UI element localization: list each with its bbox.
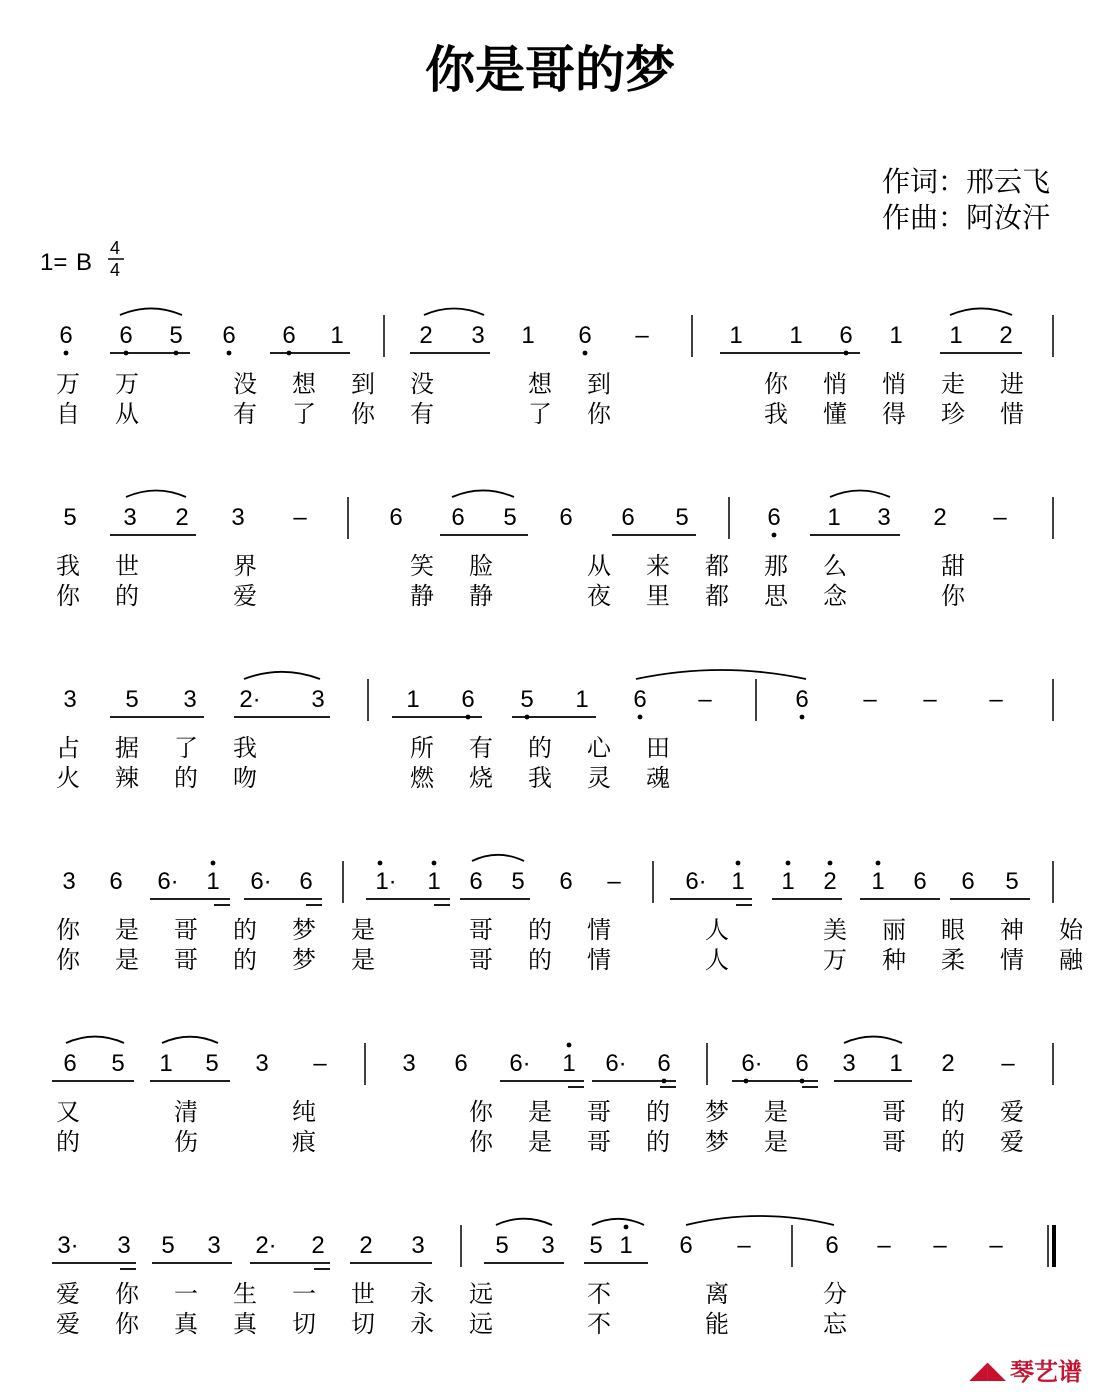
- lyric-char: 不: [587, 1280, 611, 1308]
- note: 1: [781, 868, 795, 895]
- lyric-char: 哥: [174, 916, 198, 944]
- octave-dot: [800, 715, 805, 720]
- lyric-char: 的: [115, 582, 139, 610]
- lyric-char: 占: [56, 734, 80, 762]
- note: –: [635, 322, 649, 349]
- note: 6: [461, 686, 475, 713]
- lyric-char: 一: [174, 1280, 198, 1308]
- note: 6: [633, 686, 647, 713]
- lyric-char: 你: [469, 1098, 493, 1126]
- lyric-char: 人: [705, 946, 729, 974]
- note: 1: [427, 868, 441, 895]
- lyric-char: 思: [764, 582, 788, 610]
- lyric-char: 得: [882, 400, 906, 428]
- note: 3: [62, 868, 76, 895]
- lyric-char: 的: [646, 1098, 670, 1126]
- score-row: [56, 679, 1053, 792]
- lyric-char: 有: [410, 400, 434, 428]
- lyric-char: 没: [410, 370, 434, 398]
- note: –: [293, 504, 307, 531]
- lyric-char: 远: [469, 1280, 493, 1308]
- lyric-char: 你: [764, 370, 788, 398]
- lyric-char: 的: [56, 1128, 80, 1156]
- lyric-char: 丽: [882, 916, 906, 944]
- note: 6·: [250, 868, 272, 895]
- lyric-char: 你: [56, 916, 80, 944]
- lyric-char: 万: [823, 946, 847, 974]
- lyric-char: 火: [56, 764, 80, 792]
- note: 3: [231, 504, 245, 531]
- note: 5: [495, 1232, 509, 1259]
- note: 6: [913, 868, 927, 895]
- lyric-char: 你: [587, 400, 611, 428]
- lyric-char: 分: [823, 1280, 847, 1308]
- note: 6: [469, 868, 483, 895]
- lyric-char: 离: [705, 1280, 729, 1308]
- lyric-char: 哥: [587, 1098, 611, 1126]
- note: 3: [311, 686, 325, 713]
- note: 3: [402, 1050, 416, 1077]
- note: 5: [205, 1050, 219, 1077]
- lyric-char: 田: [646, 734, 670, 762]
- score-row: [56, 497, 1053, 610]
- lyric-char: 从: [587, 552, 611, 580]
- octave-dot: [567, 1043, 572, 1048]
- lyric-char: 的: [941, 1128, 965, 1156]
- note: 6: [389, 504, 403, 531]
- lyric-char: 的: [233, 916, 257, 944]
- note: 2: [311, 1232, 325, 1259]
- note: 3: [63, 686, 77, 713]
- note: –: [607, 868, 621, 895]
- tie-slur: [424, 309, 484, 316]
- lyric-char: 远: [469, 1310, 493, 1338]
- lyric-char: 灵: [587, 764, 611, 792]
- score-row: [56, 1043, 1100, 1156]
- lyric-char: 是: [528, 1128, 552, 1156]
- note: 6: [63, 1050, 77, 1077]
- lyric-char: 是: [528, 1098, 552, 1126]
- lyric-char: 静: [410, 582, 434, 610]
- lyric-char: 爱: [1000, 1098, 1024, 1126]
- lyric-char: 爱: [56, 1280, 80, 1308]
- lyric-char: 想: [528, 370, 552, 398]
- note: 5: [503, 504, 517, 531]
- lyric-char: 念: [823, 582, 847, 610]
- note: 6·: [509, 1050, 531, 1077]
- note: 1: [889, 1050, 903, 1077]
- note: 5: [63, 504, 77, 531]
- octave-dot: [227, 351, 232, 356]
- note: 6: [451, 504, 465, 531]
- note: 5: [1005, 868, 1019, 895]
- note: 1: [406, 686, 420, 713]
- lyric-char: 爱: [1000, 1128, 1024, 1156]
- tie-slur: [592, 1219, 644, 1225]
- lyric-char: 烧: [469, 764, 493, 792]
- note: 5: [675, 504, 689, 531]
- lyric-char: 都: [705, 552, 729, 580]
- note: 1: [619, 1232, 633, 1259]
- key-signature: [40, 238, 124, 280]
- lyric-char: 梦: [292, 916, 316, 944]
- note: 5: [520, 686, 534, 713]
- lyric-char: 静: [469, 582, 493, 610]
- note: 2: [419, 322, 433, 349]
- lyric-char: 万: [56, 370, 80, 398]
- lyric-char: 是: [764, 1098, 788, 1126]
- lyric-char: 笑: [410, 552, 434, 580]
- tie-slur: [66, 1037, 124, 1043]
- note: 2·: [255, 1232, 277, 1259]
- note: 1: [949, 322, 963, 349]
- note: 2: [175, 504, 189, 531]
- note: 1: [889, 322, 903, 349]
- note: 1: [159, 1050, 173, 1077]
- note: 1: [789, 322, 803, 349]
- lyric-char: 纯: [292, 1098, 316, 1126]
- lyric-char: 的: [528, 916, 552, 944]
- note: –: [933, 1232, 947, 1259]
- note: 1: [871, 868, 885, 895]
- lyric-char: 的: [941, 1098, 965, 1126]
- lyric-char: 世: [351, 1280, 375, 1308]
- lyric-char: 界: [233, 552, 257, 580]
- time-signature-bottom: 4: [110, 260, 121, 280]
- lyric-char: 的: [233, 946, 257, 974]
- tie-slur: [950, 308, 1012, 315]
- note: 2·: [239, 686, 261, 713]
- note: 1·: [375, 868, 397, 895]
- note: 6: [282, 322, 296, 349]
- note: 3: [183, 686, 197, 713]
- note: 1: [729, 322, 743, 349]
- note: 5: [125, 686, 139, 713]
- note: 1: [827, 504, 841, 531]
- note: 6: [559, 504, 573, 531]
- lyric-char: 梦: [292, 946, 316, 974]
- note: 6·: [157, 868, 179, 895]
- lyric-char: 所: [410, 734, 434, 762]
- note: 6: [795, 686, 809, 713]
- note: –: [923, 686, 937, 713]
- note: 6: [795, 1050, 809, 1077]
- note: 3: [541, 1232, 555, 1259]
- note: 1: [575, 686, 589, 713]
- tie-slur: [126, 491, 186, 498]
- lyric-char: 我: [56, 552, 80, 580]
- note: 1: [731, 868, 745, 895]
- lyric-char: 能: [705, 1310, 729, 1338]
- octave-dot: [432, 861, 437, 866]
- lyric-char: 到: [351, 370, 375, 398]
- lyric-char: 走: [941, 370, 965, 398]
- lyric-char: 自: [56, 400, 80, 428]
- note: 6·: [605, 1050, 627, 1077]
- lyric-char: 燃: [410, 764, 434, 792]
- lyric-char: 是: [351, 946, 375, 974]
- lyric-char: 融: [1059, 946, 1083, 974]
- lyric-char: 里: [646, 582, 670, 610]
- note: 6·: [741, 1050, 763, 1077]
- lyric-char: 惜: [1000, 400, 1024, 428]
- note: 1: [562, 1050, 576, 1077]
- lyric-char: 我: [528, 764, 552, 792]
- tie-slur: [452, 490, 514, 497]
- lyric-char: 魂: [646, 764, 670, 792]
- note: 3: [842, 1050, 856, 1077]
- lyric-char: 么: [823, 552, 847, 580]
- octave-dot: [876, 861, 881, 866]
- lyric-char: 吻: [233, 764, 257, 792]
- lyric-char: 哥: [882, 1098, 906, 1126]
- note: 3: [123, 504, 137, 531]
- lyric-char: 了: [174, 734, 198, 762]
- note: –: [1001, 1050, 1015, 1077]
- note: 6: [679, 1232, 693, 1259]
- lyric-char: 你: [115, 1280, 139, 1308]
- note: 3: [411, 1232, 425, 1259]
- lyric-char: 又: [56, 1098, 80, 1126]
- octave-dot: [64, 351, 69, 356]
- lyric-char: 眼: [941, 916, 965, 944]
- note: 6: [222, 322, 236, 349]
- lyric-char: 有: [233, 400, 257, 428]
- note: –: [877, 1232, 891, 1259]
- lyric-char: 是: [115, 946, 139, 974]
- lyric-char: 清: [174, 1098, 198, 1126]
- octave-dot: [736, 861, 741, 866]
- note: –: [863, 686, 877, 713]
- lyric-char: 种: [882, 946, 906, 974]
- lyric-char: 哥: [174, 946, 198, 974]
- note: 2: [823, 868, 837, 895]
- watermark-logo-icon: ◢◣: [969, 1355, 1006, 1384]
- lyric-char: 切: [351, 1310, 375, 1338]
- lyric-char: 始: [1059, 916, 1083, 944]
- note: 6: [839, 322, 853, 349]
- note: –: [993, 504, 1007, 531]
- note: 2: [359, 1232, 373, 1259]
- lyric-char: 我: [233, 734, 257, 762]
- lyric-char: 你: [351, 400, 375, 428]
- lyric-char: 神: [1000, 916, 1024, 944]
- notation-rows: [56, 315, 1100, 1338]
- lyric-char: 真: [174, 1310, 198, 1338]
- note: 2: [999, 322, 1013, 349]
- score-row: [56, 315, 1053, 428]
- lyric-char: 伤: [174, 1128, 198, 1156]
- lyric-char: 你: [941, 582, 965, 610]
- lyric-char: 万: [115, 370, 139, 398]
- note: 3: [117, 1232, 131, 1259]
- lyric-char: 夜: [587, 582, 611, 610]
- lyric-char: 哥: [882, 1128, 906, 1156]
- key-name: B: [76, 249, 93, 276]
- lyric-char: 到: [587, 370, 611, 398]
- tie-slur: [496, 1219, 552, 1225]
- lyric-char: 忘: [823, 1310, 847, 1338]
- note: 6: [825, 1232, 839, 1259]
- lyricist-credit: 作词：邢云飞: [881, 165, 1050, 198]
- lyric-char: 悄: [823, 370, 847, 398]
- note: 6: [299, 868, 313, 895]
- note: 6: [657, 1050, 671, 1077]
- lyric-char: 永: [410, 1310, 434, 1338]
- note: –: [989, 1232, 1003, 1259]
- lyric-char: 爱: [56, 1310, 80, 1338]
- note: 6: [961, 868, 975, 895]
- lyric-char: 永: [410, 1280, 434, 1308]
- lyric-char: 心: [587, 734, 611, 762]
- tie-slur: [830, 491, 890, 498]
- lyric-char: 没: [233, 370, 257, 398]
- note: 2: [941, 1050, 955, 1077]
- tie-slur: [244, 672, 320, 679]
- lyric-char: 从: [115, 400, 139, 428]
- lyric-char: 甜: [941, 552, 965, 580]
- lyric-char: 你: [56, 946, 80, 974]
- lyric-char: 情: [587, 946, 611, 974]
- lyric-char: 美: [823, 916, 847, 944]
- watermark-text: 琴艺谱: [1010, 1358, 1082, 1386]
- lyric-char: 痕: [292, 1128, 316, 1156]
- note: 3: [255, 1050, 269, 1077]
- note: 1: [206, 868, 220, 895]
- key-prefix: 1=: [40, 249, 68, 276]
- note: 3·: [57, 1232, 79, 1259]
- lyric-char: 进: [1000, 370, 1024, 398]
- lyric-char: 世: [115, 552, 139, 580]
- note: 5: [111, 1050, 125, 1077]
- lyric-char: 哥: [469, 916, 493, 944]
- note: 6: [767, 504, 781, 531]
- composer-credit: 作曲：阿汝汗: [881, 201, 1050, 234]
- note: 6: [621, 504, 635, 531]
- octave-dot: [786, 861, 791, 866]
- lyric-char: 情: [587, 916, 611, 944]
- tie-slur: [686, 1216, 834, 1225]
- lyric-char: 珍: [941, 400, 965, 428]
- tie-slur: [636, 670, 806, 679]
- note: 6: [559, 868, 573, 895]
- lyric-char: 的: [528, 946, 552, 974]
- lyric-char: 生: [233, 1280, 257, 1308]
- note: –: [313, 1050, 327, 1077]
- lyric-char: 是: [764, 1128, 788, 1156]
- note: –: [989, 686, 1003, 713]
- octave-dot: [583, 351, 588, 356]
- song-title: 你是哥的梦: [425, 41, 675, 99]
- lyric-char: 爱: [233, 582, 257, 610]
- lyric-char: 真: [233, 1310, 257, 1338]
- lyric-char: 想: [292, 370, 316, 398]
- note: 3: [471, 322, 485, 349]
- lyric-char: 哥: [469, 946, 493, 974]
- time-signature-top: 4: [110, 238, 121, 258]
- note: 5: [169, 322, 183, 349]
- note: 6·: [685, 868, 707, 895]
- lyric-char: 了: [292, 400, 316, 428]
- note: 1: [330, 322, 344, 349]
- lyric-char: 人: [705, 916, 729, 944]
- note: 6: [109, 868, 123, 895]
- lyric-char: 情: [1000, 946, 1024, 974]
- score-row: [56, 861, 1100, 974]
- lyric-char: 都: [705, 582, 729, 610]
- lyric-char: 的: [174, 764, 198, 792]
- octave-dot: [828, 861, 833, 866]
- note: –: [698, 686, 712, 713]
- lyric-char: 哥: [587, 1128, 611, 1156]
- octave-dot: [638, 715, 643, 720]
- tie-slur: [472, 855, 524, 861]
- note: 3: [877, 504, 891, 531]
- lyric-char: 你: [115, 1310, 139, 1338]
- note: –: [737, 1232, 751, 1259]
- note: 5: [161, 1232, 175, 1259]
- lyric-char: 那: [764, 552, 788, 580]
- octave-dot: [211, 861, 216, 866]
- lyric-char: 辣: [115, 764, 139, 792]
- tie-slur: [844, 1037, 902, 1043]
- lyric-char: 你: [56, 582, 80, 610]
- octave-dot: [378, 861, 383, 866]
- note: 6: [578, 322, 592, 349]
- lyric-char: 是: [115, 916, 139, 944]
- tie-slur: [120, 308, 182, 315]
- note: 5: [511, 868, 525, 895]
- note: 6: [119, 322, 133, 349]
- note: 6: [454, 1050, 468, 1077]
- note: 1: [521, 322, 535, 349]
- lyric-char: 梦: [705, 1098, 729, 1126]
- lyric-char: 据: [115, 734, 139, 762]
- tie-slur: [162, 1037, 218, 1043]
- note: 3: [207, 1232, 221, 1259]
- lyric-char: 不: [587, 1310, 611, 1338]
- note: 6: [59, 322, 73, 349]
- lyric-char: 切: [292, 1310, 316, 1338]
- lyric-char: 的: [528, 734, 552, 762]
- lyric-char: 一: [292, 1280, 316, 1308]
- lyric-char: 的: [646, 1128, 670, 1156]
- octave-dot: [624, 1225, 629, 1230]
- lyric-char: 来: [646, 552, 670, 580]
- lyric-char: 脸: [469, 552, 493, 580]
- lyric-char: 我: [764, 400, 788, 428]
- note: 2: [933, 504, 947, 531]
- note: 5: [589, 1232, 603, 1259]
- lyric-char: 有: [469, 734, 493, 762]
- lyric-char: 你: [469, 1128, 493, 1156]
- octave-dot: [772, 533, 777, 538]
- watermark: [969, 1352, 1082, 1387]
- lyric-char: 梦: [705, 1128, 729, 1156]
- lyric-char: 是: [351, 916, 375, 944]
- lyric-char: 柔: [941, 946, 965, 974]
- lyric-char: 悄: [882, 370, 906, 398]
- score-row: [56, 1225, 1054, 1338]
- lyric-char: 懂: [823, 400, 847, 428]
- lyric-char: 了: [528, 400, 552, 428]
